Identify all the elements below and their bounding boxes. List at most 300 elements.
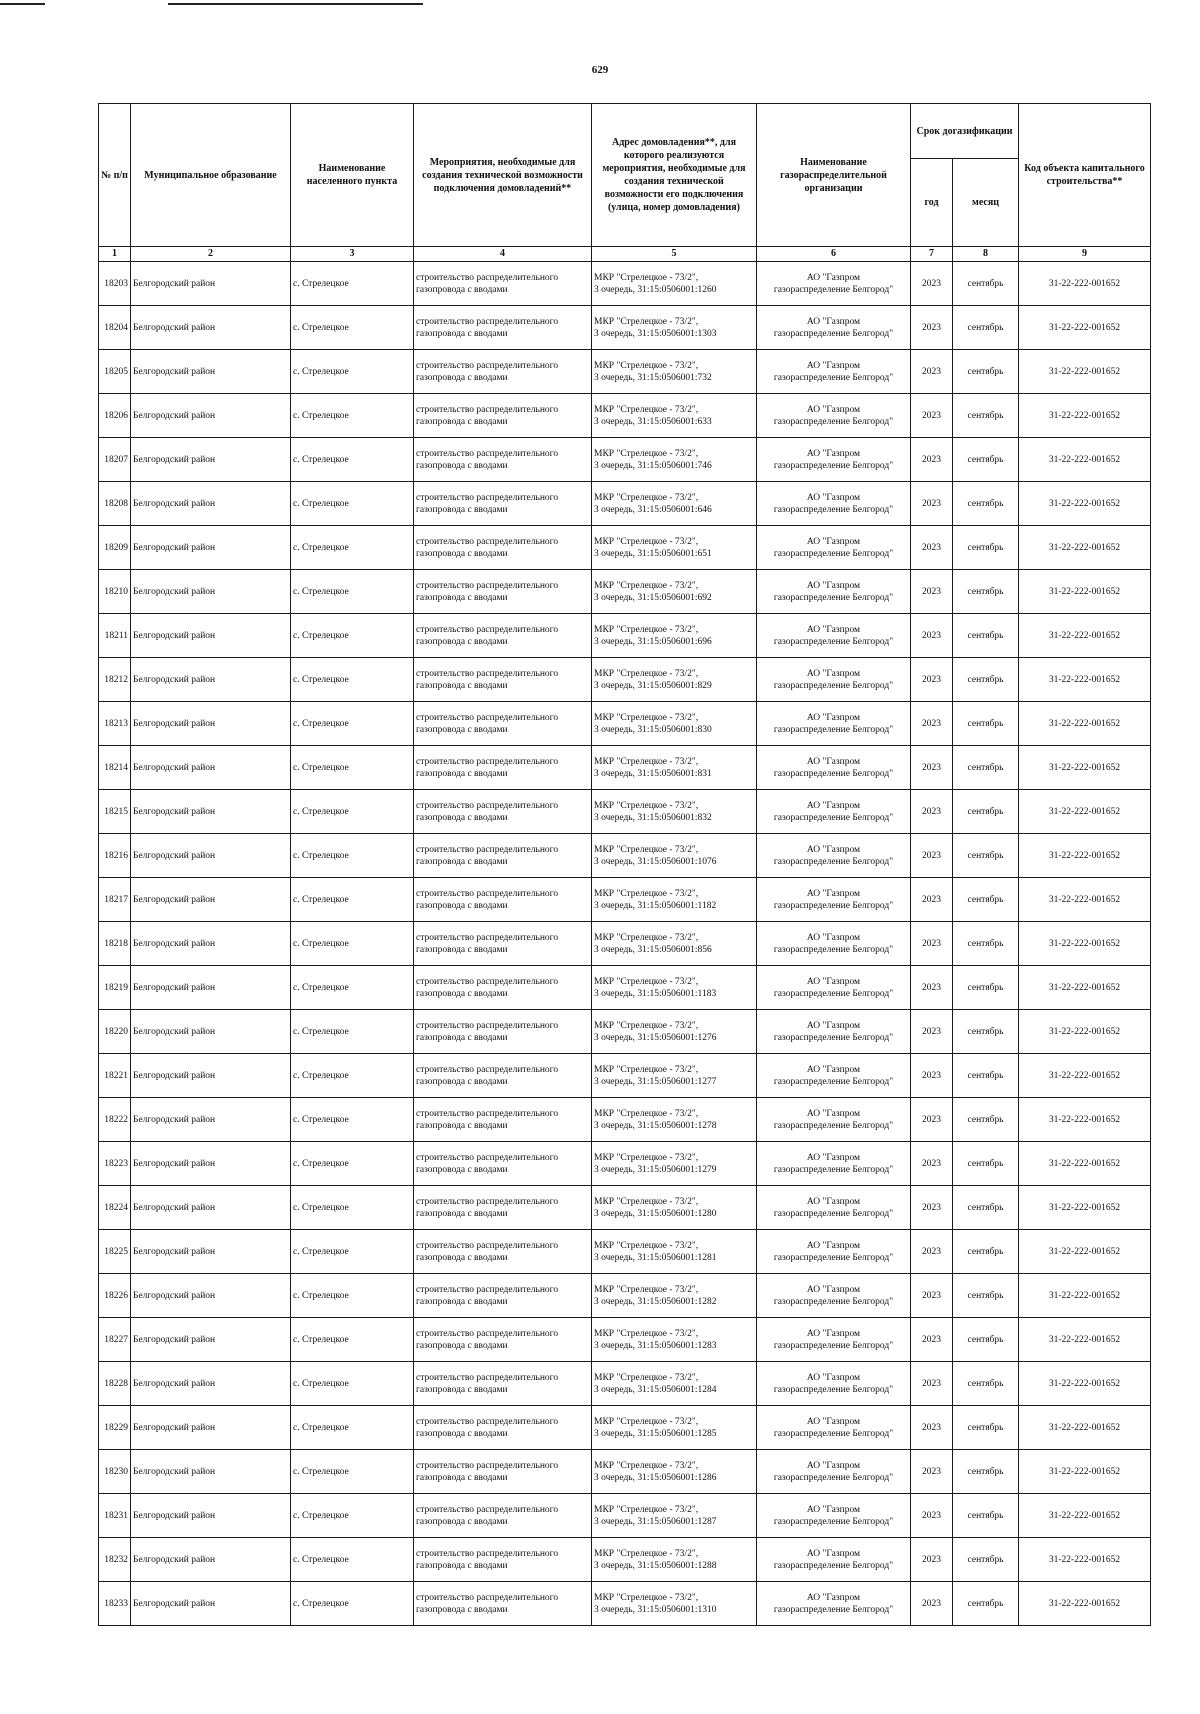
month-cell: сентябрь bbox=[953, 306, 1019, 350]
row-number: 18216 bbox=[99, 834, 131, 878]
organization-line: газораспределение Белгород" bbox=[773, 988, 894, 999]
municipality-cell: Белгородский район bbox=[131, 614, 291, 658]
object-code-cell: 31-22-222-001652 bbox=[1019, 1450, 1151, 1494]
month-cell: сентябрь bbox=[953, 1274, 1019, 1318]
organization-line: АО "Газпром bbox=[806, 800, 861, 811]
organization-cell bbox=[757, 394, 911, 438]
year-cell: 2023 bbox=[911, 1318, 953, 1362]
year-cell: 2023 bbox=[911, 394, 953, 438]
address-cell bbox=[592, 570, 757, 614]
municipality-cell: Белгородский район bbox=[131, 306, 291, 350]
address-line: МКР "Стрелецкое - 73/2", bbox=[594, 272, 699, 283]
address-line: МКР "Стрелецкое - 73/2", bbox=[594, 1240, 699, 1251]
organization-line: газораспределение Белгород" bbox=[773, 284, 894, 295]
table-row bbox=[99, 1318, 1151, 1362]
address-cell bbox=[592, 1538, 757, 1582]
activity-cell: строительство распределительного газопровода с вводами bbox=[414, 1582, 592, 1626]
header-address: Адрес домовладения**, для которого реализуются мероприятия, необходимые для создания технической возможности его подключения (улица, номер домовладения) bbox=[592, 104, 757, 247]
activity-cell: строительство распределительного газопровода с вводами bbox=[414, 1318, 592, 1362]
month-cell: сентябрь bbox=[953, 262, 1019, 306]
settlement-cell: с. Стрелецкое bbox=[291, 526, 414, 570]
column-number-row bbox=[99, 247, 1151, 262]
scan-edge-line bbox=[168, 3, 423, 5]
settlement-cell: с. Стрелецкое bbox=[291, 1450, 414, 1494]
address-line: 3 очередь, 31:15:0506001:1286 bbox=[594, 1472, 717, 1483]
address-line: 3 очередь, 31:15:0506001:1287 bbox=[594, 1516, 717, 1527]
organization-line: АО "Газпром bbox=[806, 1064, 861, 1075]
scan-edge-line bbox=[0, 3, 45, 5]
activity-cell: строительство распределительного газопровода с вводами bbox=[414, 966, 592, 1010]
year-cell: 2023 bbox=[911, 1406, 953, 1450]
object-code-cell: 31-22-222-001652 bbox=[1019, 1538, 1151, 1582]
year-cell: 2023 bbox=[911, 614, 953, 658]
year-cell: 2023 bbox=[911, 1494, 953, 1538]
address-line: 3 очередь, 31:15:0506001:1310 bbox=[594, 1604, 717, 1615]
object-code-cell: 31-22-222-001652 bbox=[1019, 790, 1151, 834]
table-row bbox=[99, 834, 1151, 878]
municipality-cell: Белгородский район bbox=[131, 922, 291, 966]
organization-line: АО "Газпром bbox=[806, 360, 861, 371]
row-number: 18226 bbox=[99, 1274, 131, 1318]
address-line: 3 очередь, 31:15:0506001:830 bbox=[594, 724, 712, 735]
settlement-cell: с. Стрелецкое bbox=[291, 702, 414, 746]
address-line: 3 очередь, 31:15:0506001:829 bbox=[594, 680, 712, 691]
organization-cell bbox=[757, 1010, 911, 1054]
table-row bbox=[99, 306, 1151, 350]
activity-cell: строительство распределительного газопровода с вводами bbox=[414, 702, 592, 746]
object-code-cell: 31-22-222-001652 bbox=[1019, 438, 1151, 482]
address-cell bbox=[592, 1494, 757, 1538]
object-code-cell: 31-22-222-001652 bbox=[1019, 1274, 1151, 1318]
row-number: 18230 bbox=[99, 1450, 131, 1494]
header-municipality: Муниципальное образование bbox=[131, 104, 291, 247]
year-cell: 2023 bbox=[911, 1054, 953, 1098]
object-code-cell: 31-22-222-001652 bbox=[1019, 702, 1151, 746]
month-cell: сентябрь bbox=[953, 790, 1019, 834]
organization-line: АО "Газпром bbox=[806, 756, 861, 767]
table-row bbox=[99, 1010, 1151, 1054]
organization-line: АО "Газпром bbox=[806, 492, 861, 503]
year-cell: 2023 bbox=[911, 702, 953, 746]
object-code-cell: 31-22-222-001652 bbox=[1019, 1406, 1151, 1450]
object-code-cell: 31-22-222-001652 bbox=[1019, 1582, 1151, 1626]
organization-line: газораспределение Белгород" bbox=[773, 1208, 894, 1219]
organization-cell bbox=[757, 350, 911, 394]
object-code-cell: 31-22-222-001652 bbox=[1019, 966, 1151, 1010]
organization-line: АО "Газпром bbox=[806, 1020, 861, 1031]
address-line: 3 очередь, 31:15:0506001:832 bbox=[594, 812, 712, 823]
column-number: 9 bbox=[1019, 247, 1151, 262]
organization-line: газораспределение Белгород" bbox=[773, 1076, 894, 1087]
settlement-cell: с. Стрелецкое bbox=[291, 1010, 414, 1054]
table-row bbox=[99, 966, 1151, 1010]
address-line: 3 очередь, 31:15:0506001:1284 bbox=[594, 1384, 717, 1395]
address-line: 3 очередь, 31:15:0506001:732 bbox=[594, 372, 712, 383]
settlement-cell: с. Стрелецкое bbox=[291, 306, 414, 350]
organization-cell bbox=[757, 746, 911, 790]
row-number: 18205 bbox=[99, 350, 131, 394]
municipality-cell: Белгородский район bbox=[131, 1538, 291, 1582]
address-line: МКР "Стрелецкое - 73/2", bbox=[594, 1592, 699, 1603]
organization-line: газораспределение Белгород" bbox=[773, 504, 894, 515]
row-number: 18231 bbox=[99, 1494, 131, 1538]
table-row bbox=[99, 482, 1151, 526]
settlement-cell: с. Стрелецкое bbox=[291, 262, 414, 306]
organization-line: газораспределение Белгород" bbox=[773, 812, 894, 823]
municipality-cell: Белгородский район bbox=[131, 438, 291, 482]
row-number: 18223 bbox=[99, 1142, 131, 1186]
row-number: 18229 bbox=[99, 1406, 131, 1450]
activity-cell: строительство распределительного газопровода с вводами bbox=[414, 526, 592, 570]
header-year: год bbox=[911, 159, 953, 247]
table-row bbox=[99, 526, 1151, 570]
table-row bbox=[99, 1406, 1151, 1450]
municipality-cell: Белгородский район bbox=[131, 1142, 291, 1186]
activity-cell: строительство распределительного газопровода с вводами bbox=[414, 482, 592, 526]
organization-line: газораспределение Белгород" bbox=[773, 548, 894, 559]
settlement-cell: с. Стрелецкое bbox=[291, 1318, 414, 1362]
object-code-cell: 31-22-222-001652 bbox=[1019, 350, 1151, 394]
month-cell: сентябрь bbox=[953, 482, 1019, 526]
object-code-cell: 31-22-222-001652 bbox=[1019, 1230, 1151, 1274]
organization-cell bbox=[757, 1362, 911, 1406]
month-cell: сентябрь bbox=[953, 966, 1019, 1010]
address-line: МКР "Стрелецкое - 73/2", bbox=[594, 404, 699, 415]
organization-cell bbox=[757, 966, 911, 1010]
address-line: 3 очередь, 31:15:0506001:856 bbox=[594, 944, 712, 955]
table-row bbox=[99, 438, 1151, 482]
municipality-cell: Белгородский район bbox=[131, 570, 291, 614]
object-code-cell: 31-22-222-001652 bbox=[1019, 394, 1151, 438]
organization-cell bbox=[757, 834, 911, 878]
organization-cell bbox=[757, 1186, 911, 1230]
year-cell: 2023 bbox=[911, 834, 953, 878]
organization-line: АО "Газпром bbox=[806, 1152, 861, 1163]
year-cell: 2023 bbox=[911, 790, 953, 834]
table-row bbox=[99, 1230, 1151, 1274]
activity-cell: строительство распределительного газопровода с вводами bbox=[414, 834, 592, 878]
header-settlement: Наименование населенного пункта bbox=[291, 104, 414, 247]
settlement-cell: с. Стрелецкое bbox=[291, 394, 414, 438]
address-line: МКР "Стрелецкое - 73/2", bbox=[594, 1064, 699, 1075]
address-line: 3 очередь, 31:15:0506001:1276 bbox=[594, 1032, 717, 1043]
address-line: МКР "Стрелецкое - 73/2", bbox=[594, 1152, 699, 1163]
header-term: Срок догазификации bbox=[911, 104, 1019, 159]
settlement-cell: с. Стрелецкое bbox=[291, 658, 414, 702]
address-cell bbox=[592, 1054, 757, 1098]
address-line: МКР "Стрелецкое - 73/2", bbox=[594, 1504, 699, 1515]
organization-cell bbox=[757, 658, 911, 702]
object-code-cell: 31-22-222-001652 bbox=[1019, 834, 1151, 878]
address-cell bbox=[592, 746, 757, 790]
municipality-cell: Белгородский район bbox=[131, 1010, 291, 1054]
activity-cell: строительство распределительного газопровода с вводами bbox=[414, 438, 592, 482]
organization-line: АО "Газпром bbox=[806, 976, 861, 987]
month-cell: сентябрь bbox=[953, 834, 1019, 878]
municipality-cell: Белгородский район bbox=[131, 1494, 291, 1538]
settlement-cell: с. Стрелецкое bbox=[291, 1538, 414, 1582]
organization-line: газораспределение Белгород" bbox=[773, 1472, 894, 1483]
row-number: 18215 bbox=[99, 790, 131, 834]
address-cell bbox=[592, 1230, 757, 1274]
organization-line: АО "Газпром bbox=[806, 448, 861, 459]
settlement-cell: с. Стрелецкое bbox=[291, 614, 414, 658]
table-row bbox=[99, 394, 1151, 438]
organization-line: АО "Газпром bbox=[806, 404, 861, 415]
month-cell: сентябрь bbox=[953, 1538, 1019, 1582]
month-cell: сентябрь bbox=[953, 614, 1019, 658]
address-line: МКР "Стрелецкое - 73/2", bbox=[594, 756, 699, 767]
organization-cell bbox=[757, 1142, 911, 1186]
address-line: МКР "Стрелецкое - 73/2", bbox=[594, 844, 699, 855]
year-cell: 2023 bbox=[911, 966, 953, 1010]
activity-cell: строительство распределительного газопровода с вводами bbox=[414, 790, 592, 834]
settlement-cell: с. Стрелецкое bbox=[291, 790, 414, 834]
month-cell: сентябрь bbox=[953, 1582, 1019, 1626]
table-body bbox=[99, 262, 1151, 1626]
settlement-cell: с. Стрелецкое bbox=[291, 570, 414, 614]
activity-cell: строительство распределительного газопровода с вводами bbox=[414, 1142, 592, 1186]
header-n: № п/п bbox=[99, 104, 131, 247]
organization-line: газораспределение Белгород" bbox=[773, 1120, 894, 1131]
municipality-cell: Белгородский район bbox=[131, 350, 291, 394]
table-row bbox=[99, 1582, 1151, 1626]
settlement-cell: с. Стрелецкое bbox=[291, 1186, 414, 1230]
address-line: МКР "Стрелецкое - 73/2", bbox=[594, 316, 699, 327]
organization-line: АО "Газпром bbox=[806, 1548, 861, 1559]
settlement-cell: с. Стрелецкое bbox=[291, 746, 414, 790]
municipality-cell: Белгородский район bbox=[131, 1098, 291, 1142]
activity-cell: строительство распределительного газопровода с вводами bbox=[414, 1098, 592, 1142]
activity-cell: строительство распределительного газопровода с вводами bbox=[414, 1054, 592, 1098]
organization-line: АО "Газпром bbox=[806, 712, 861, 723]
organization-line: газораспределение Белгород" bbox=[773, 856, 894, 867]
object-code-cell: 31-22-222-001652 bbox=[1019, 1142, 1151, 1186]
address-cell bbox=[592, 350, 757, 394]
address-cell bbox=[592, 1010, 757, 1054]
address-cell bbox=[592, 262, 757, 306]
organization-line: АО "Газпром bbox=[806, 1196, 861, 1207]
organization-line: АО "Газпром bbox=[806, 1240, 861, 1251]
table-row bbox=[99, 1274, 1151, 1318]
settlement-cell: с. Стрелецкое bbox=[291, 966, 414, 1010]
organization-line: АО "Газпром bbox=[806, 580, 861, 591]
organization-line: АО "Газпром bbox=[806, 888, 861, 899]
address-line: 3 очередь, 31:15:0506001:1283 bbox=[594, 1340, 717, 1351]
organization-cell bbox=[757, 306, 911, 350]
organization-cell bbox=[757, 262, 911, 306]
year-cell: 2023 bbox=[911, 438, 953, 482]
organization-line: АО "Газпром bbox=[806, 1108, 861, 1119]
year-cell: 2023 bbox=[911, 1230, 953, 1274]
settlement-cell: с. Стрелецкое bbox=[291, 350, 414, 394]
column-number: 2 bbox=[131, 247, 291, 262]
activity-cell: строительство распределительного газопровода с вводами bbox=[414, 1274, 592, 1318]
organization-cell bbox=[757, 1538, 911, 1582]
month-cell: сентябрь bbox=[953, 1230, 1019, 1274]
organization-line: АО "Газпром bbox=[806, 844, 861, 855]
table-row bbox=[99, 1450, 1151, 1494]
month-cell: сентябрь bbox=[953, 878, 1019, 922]
month-cell: сентябрь bbox=[953, 1054, 1019, 1098]
organization-line: АО "Газпром bbox=[806, 624, 861, 635]
row-number: 18209 bbox=[99, 526, 131, 570]
municipality-cell: Белгородский район bbox=[131, 526, 291, 570]
municipality-cell: Белгородский район bbox=[131, 878, 291, 922]
municipality-cell: Белгородский район bbox=[131, 1362, 291, 1406]
table-row bbox=[99, 1142, 1151, 1186]
header-organization: Наименование газораспределительной организации bbox=[757, 104, 911, 247]
settlement-cell: с. Стрелецкое bbox=[291, 1142, 414, 1186]
activity-cell: строительство распределительного газопровода с вводами bbox=[414, 394, 592, 438]
organization-cell bbox=[757, 922, 911, 966]
organization-line: АО "Газпром bbox=[806, 1372, 861, 1383]
address-line: МКР "Стрелецкое - 73/2", bbox=[594, 1372, 699, 1383]
table-row bbox=[99, 790, 1151, 834]
address-line: 3 очередь, 31:15:0506001:1182 bbox=[594, 900, 717, 911]
address-cell bbox=[592, 658, 757, 702]
organization-line: АО "Газпром bbox=[806, 1460, 861, 1471]
object-code-cell: 31-22-222-001652 bbox=[1019, 262, 1151, 306]
organization-cell bbox=[757, 1450, 911, 1494]
object-code-cell: 31-22-222-001652 bbox=[1019, 482, 1151, 526]
table-row bbox=[99, 350, 1151, 394]
year-cell: 2023 bbox=[911, 1582, 953, 1626]
address-line: МКР "Стрелецкое - 73/2", bbox=[594, 932, 699, 943]
year-cell: 2023 bbox=[911, 350, 953, 394]
address-line: МКР "Стрелецкое - 73/2", bbox=[594, 1196, 699, 1207]
activity-cell: строительство распределительного газопровода с вводами bbox=[414, 878, 592, 922]
year-cell: 2023 bbox=[911, 1098, 953, 1142]
month-cell: сентябрь bbox=[953, 1406, 1019, 1450]
row-number: 18221 bbox=[99, 1054, 131, 1098]
page-number: 629 bbox=[591, 64, 609, 76]
month-cell: сентябрь bbox=[953, 658, 1019, 702]
table-row bbox=[99, 1494, 1151, 1538]
organization-line: АО "Газпром bbox=[806, 932, 861, 943]
month-cell: сентябрь bbox=[953, 350, 1019, 394]
column-number: 4 bbox=[414, 247, 592, 262]
header-code: Код объекта капитального строительства** bbox=[1019, 104, 1151, 247]
table-row bbox=[99, 1098, 1151, 1142]
year-cell: 2023 bbox=[911, 922, 953, 966]
organization-line: АО "Газпром bbox=[806, 272, 861, 283]
organization-cell bbox=[757, 570, 911, 614]
address-line: МКР "Стрелецкое - 73/2", bbox=[594, 536, 699, 547]
address-line: 3 очередь, 31:15:0506001:1281 bbox=[594, 1252, 717, 1263]
settlement-cell: с. Стрелецкое bbox=[291, 1230, 414, 1274]
address-cell bbox=[592, 1362, 757, 1406]
activity-cell: строительство распределительного газопровода с вводами bbox=[414, 614, 592, 658]
address-line: 3 очередь, 31:15:0506001:696 bbox=[594, 636, 712, 647]
organization-cell bbox=[757, 1230, 911, 1274]
object-code-cell: 31-22-222-001652 bbox=[1019, 1362, 1151, 1406]
object-code-cell: 31-22-222-001652 bbox=[1019, 658, 1151, 702]
activity-cell: строительство распределительного газопровода с вводами bbox=[414, 922, 592, 966]
table-row bbox=[99, 878, 1151, 922]
address-line: МКР "Стрелецкое - 73/2", bbox=[594, 1328, 699, 1339]
organization-line: газораспределение Белгород" bbox=[773, 1032, 894, 1043]
row-number: 18225 bbox=[99, 1230, 131, 1274]
row-number: 18232 bbox=[99, 1538, 131, 1582]
address-line: МКР "Стрелецкое - 73/2", bbox=[594, 492, 699, 503]
municipality-cell: Белгородский район bbox=[131, 1054, 291, 1098]
address-cell bbox=[592, 1186, 757, 1230]
address-cell bbox=[592, 306, 757, 350]
organization-line: АО "Газпром bbox=[806, 668, 861, 679]
month-cell: сентябрь bbox=[953, 1010, 1019, 1054]
activity-cell: строительство распределительного газопровода с вводами bbox=[414, 262, 592, 306]
organization-line: газораспределение Белгород" bbox=[773, 592, 894, 603]
year-cell: 2023 bbox=[911, 262, 953, 306]
row-number: 18211 bbox=[99, 614, 131, 658]
address-line: 3 очередь, 31:15:0506001:651 bbox=[594, 548, 712, 559]
organization-line: газораспределение Белгород" bbox=[773, 680, 894, 691]
activity-cell: строительство распределительного газопровода с вводами bbox=[414, 306, 592, 350]
address-line: МКР "Стрелецкое - 73/2", bbox=[594, 448, 699, 459]
address-line: МКР "Стрелецкое - 73/2", bbox=[594, 1416, 699, 1427]
address-line: 3 очередь, 31:15:0506001:831 bbox=[594, 768, 712, 779]
row-number: 18228 bbox=[99, 1362, 131, 1406]
year-cell: 2023 bbox=[911, 1362, 953, 1406]
municipality-cell: Белгородский район bbox=[131, 834, 291, 878]
activity-cell: строительство распределительного газопровода с вводами bbox=[414, 1230, 592, 1274]
year-cell: 2023 bbox=[911, 746, 953, 790]
organization-line: газораспределение Белгород" bbox=[773, 1516, 894, 1527]
year-cell: 2023 bbox=[911, 306, 953, 350]
activity-cell: строительство распределительного газопровода с вводами bbox=[414, 1406, 592, 1450]
object-code-cell: 31-22-222-001652 bbox=[1019, 1186, 1151, 1230]
object-code-cell: 31-22-222-001652 bbox=[1019, 922, 1151, 966]
settlement-cell: с. Стрелецкое bbox=[291, 1582, 414, 1626]
address-cell bbox=[592, 482, 757, 526]
table-row bbox=[99, 746, 1151, 790]
organization-cell bbox=[757, 482, 911, 526]
row-number: 18217 bbox=[99, 878, 131, 922]
organization-line: газораспределение Белгород" bbox=[773, 1560, 894, 1571]
organization-line: газораспределение Белгород" bbox=[773, 636, 894, 647]
table-row bbox=[99, 658, 1151, 702]
object-code-cell: 31-22-222-001652 bbox=[1019, 614, 1151, 658]
month-cell: сентябрь bbox=[953, 438, 1019, 482]
settlement-cell: с. Стрелецкое bbox=[291, 1362, 414, 1406]
row-number: 18214 bbox=[99, 746, 131, 790]
settlement-cell: с. Стрелецкое bbox=[291, 878, 414, 922]
organization-cell bbox=[757, 526, 911, 570]
address-line: 3 очередь, 31:15:0506001:1285 bbox=[594, 1428, 717, 1439]
organization-cell bbox=[757, 878, 911, 922]
column-number: 6 bbox=[757, 247, 911, 262]
municipality-cell: Белгородский район bbox=[131, 1450, 291, 1494]
address-cell bbox=[592, 966, 757, 1010]
row-number: 18203 bbox=[99, 262, 131, 306]
municipality-cell: Белгородский район bbox=[131, 790, 291, 834]
column-number: 8 bbox=[953, 247, 1019, 262]
month-cell: сентябрь bbox=[953, 570, 1019, 614]
header-activity: Мероприятия, необходимые для создания технической возможности подключения домовладений** bbox=[414, 104, 592, 247]
activity-cell: строительство распределительного газопровода с вводами bbox=[414, 1010, 592, 1054]
table-row bbox=[99, 262, 1151, 306]
municipality-cell: Белгородский район bbox=[131, 394, 291, 438]
organization-line: газораспределение Белгород" bbox=[773, 416, 894, 427]
municipality-cell: Белгородский район bbox=[131, 1318, 291, 1362]
settlement-cell: с. Стрелецкое bbox=[291, 1494, 414, 1538]
column-number: 5 bbox=[592, 247, 757, 262]
object-code-cell: 31-22-222-001652 bbox=[1019, 878, 1151, 922]
month-cell: сентябрь bbox=[953, 1450, 1019, 1494]
object-code-cell: 31-22-222-001652 bbox=[1019, 1010, 1151, 1054]
address-cell bbox=[592, 1098, 757, 1142]
